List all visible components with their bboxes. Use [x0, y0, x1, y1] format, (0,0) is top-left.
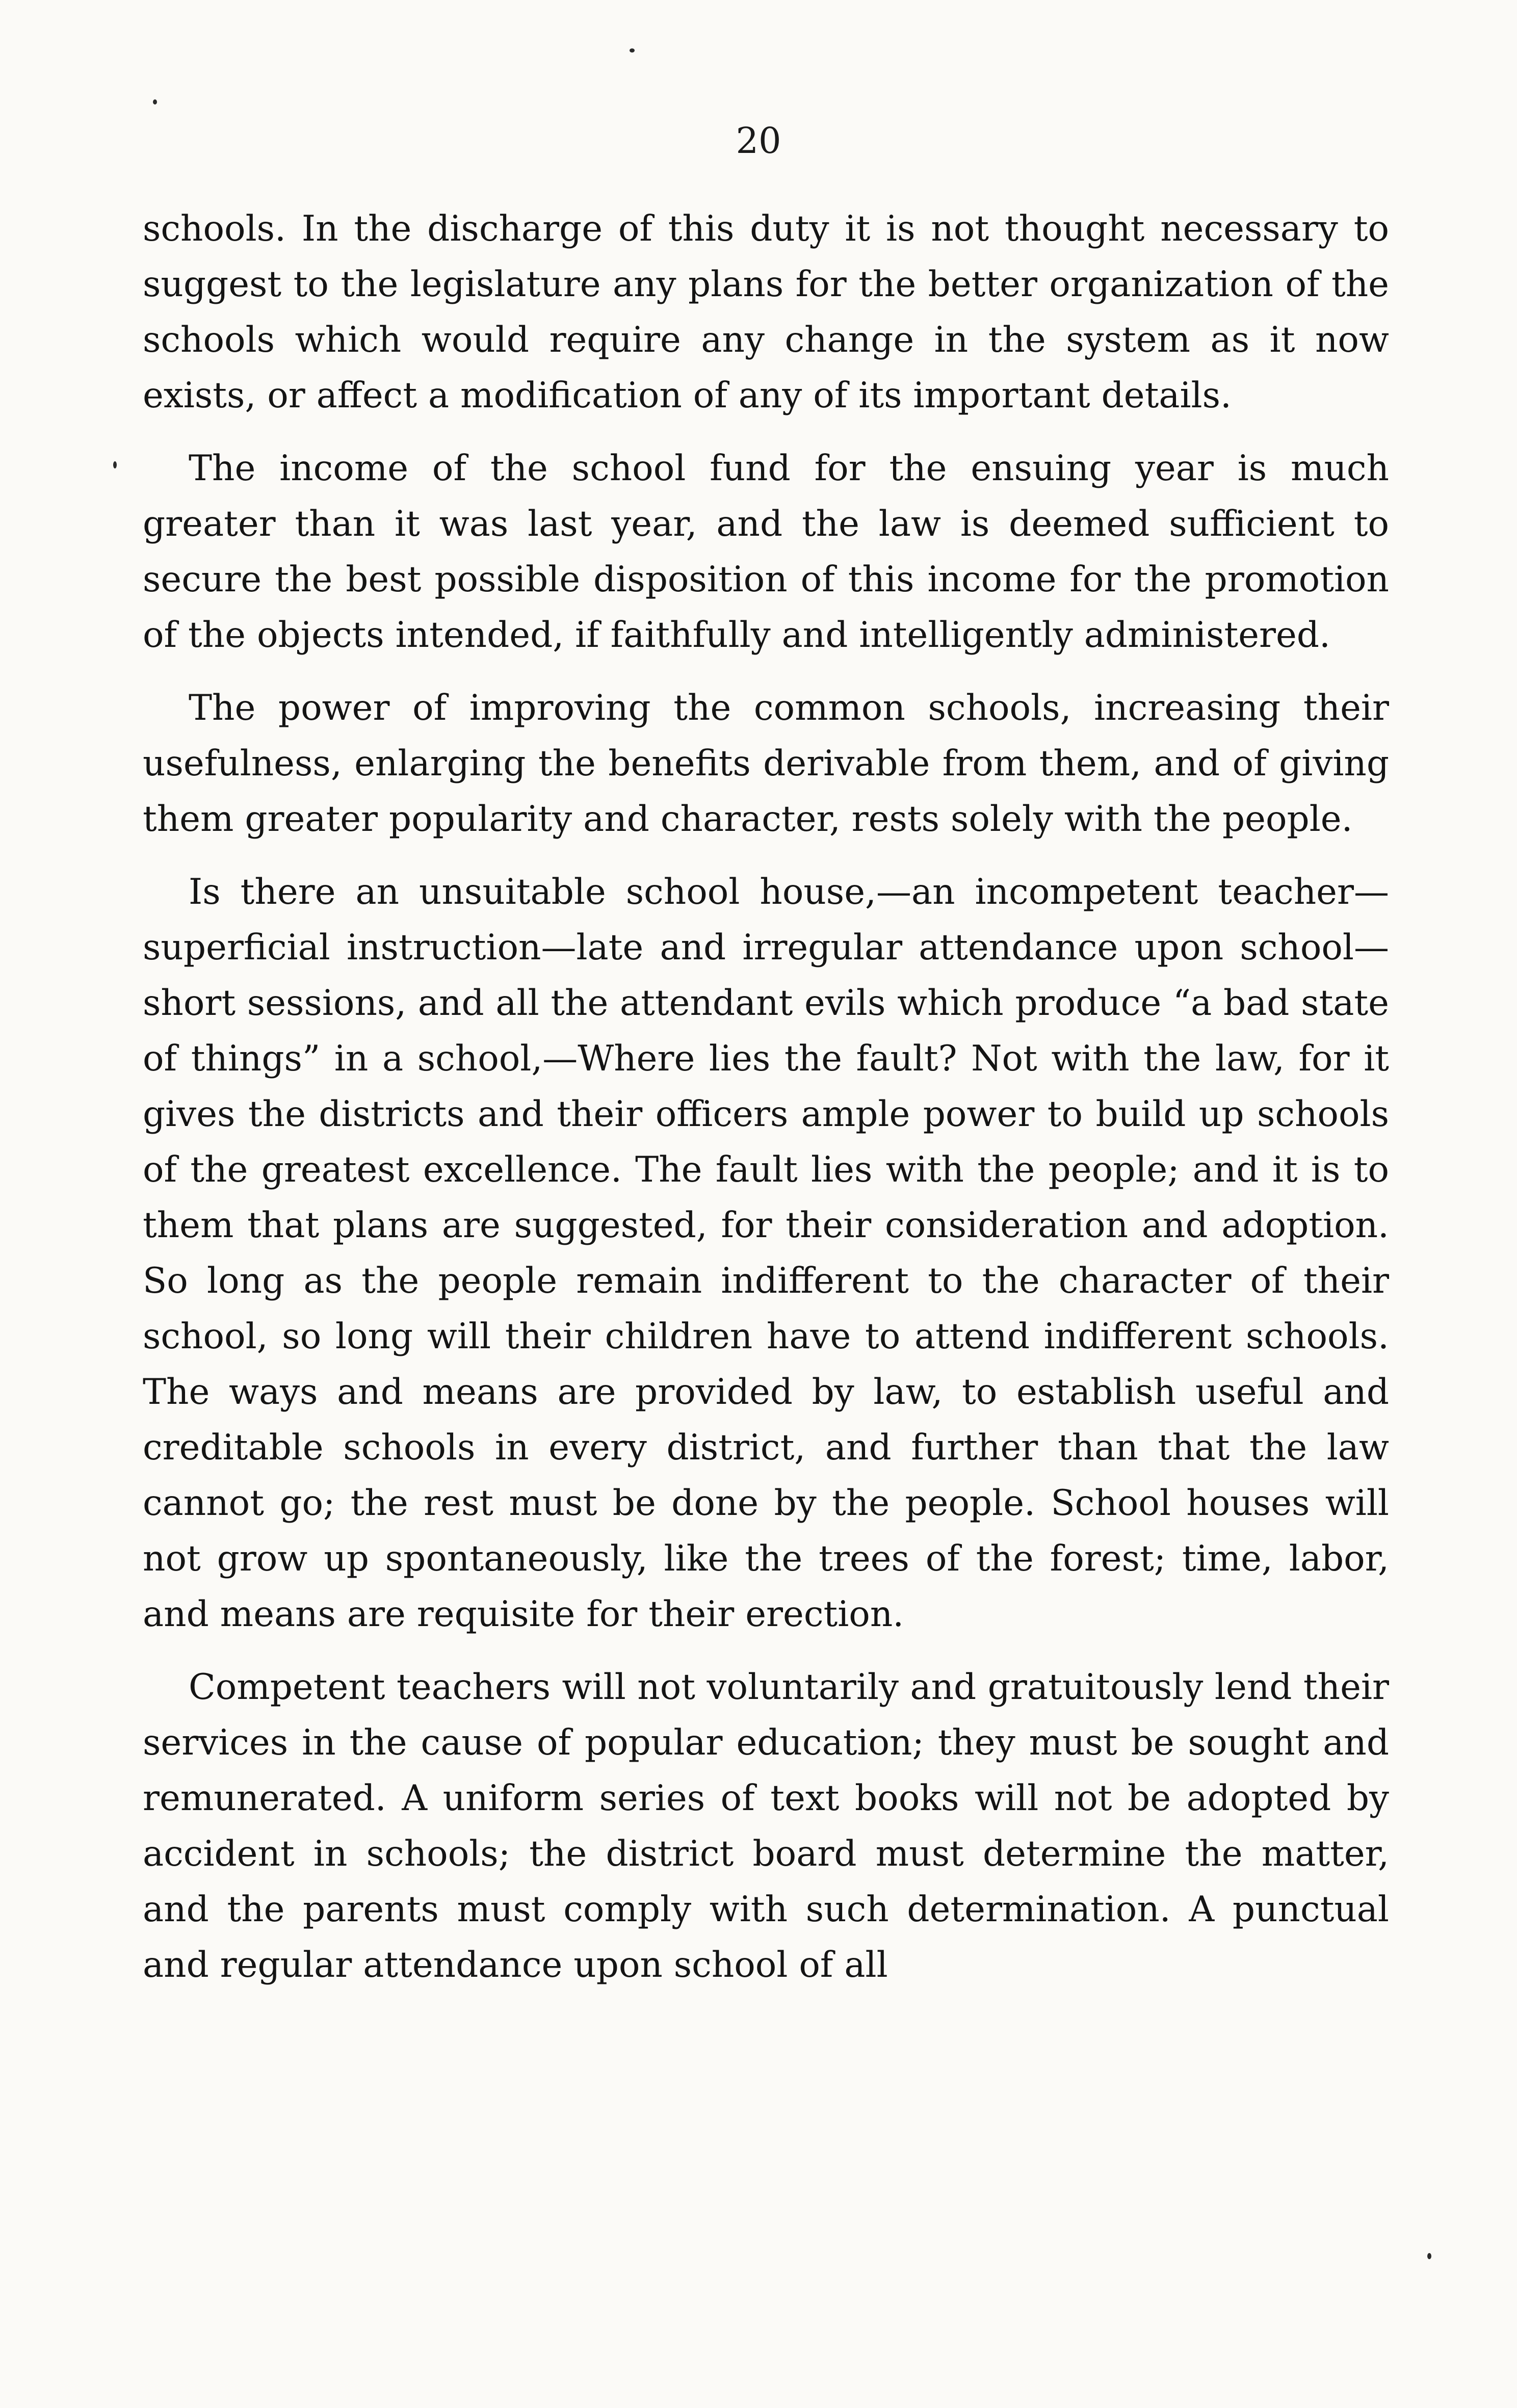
paragraph-4: Is there an unsuitable school house,—an incompetent teacher—superficial instruction—late and irregular attendance upon school—short sessions, and all the attendant evils which produce “a bad state of things” in a school,—Where lies the fault? Not with the law, for it gives the districts and their officers ample power to build up schools of the greatest excellence. The fault lies with the people; and it is to them that plans are suggested, for their consideration and adoption. So long as the people remain indifferent to the character of their school, so long will their children have to attend indifferent schools. The ways and means are provided by law, to establish useful and creditable schools in every district, and further than that the law cannot go; the rest must be done by the people. School houses will not grow up spontaneously, like the trees of the forest; time, labor, and means are requisite for their erection. — [143, 872, 1389, 1635]
print-speck — [113, 461, 117, 468]
print-speck — [153, 99, 157, 104]
body-text — [143, 201, 1389, 2010]
paragraph-3: The power of improving the common schools, increasing their usefulness, enlarging the benefits derivable from them, and of giving them greater popularity and character, rests solely with the people. — [143, 688, 1389, 840]
paragraph-5: Competent teachers will not voluntarily and gratuitously lend their services in the cause of popular education; they must be sought and remunerated. A uniform series of text books will not be adopted by accident in schools; the district board must determine the matter, and the parents must comply with such determination. A punctual and regular attendance upon school of all — [143, 1667, 1389, 1985]
print-speck — [630, 48, 635, 53]
paragraph-1: schools. In the discharge of this duty it is not thought necessary to suggest to the legislature any plans for the better organization of the schools which would require any change in the system as it now exists, or affect a modification of any of its important details. — [143, 208, 1389, 416]
print-speck — [1427, 2253, 1431, 2259]
paragraph-2: The income of the school fund for the ensuing year is much greater than it was last year, and the law is deemed sufficient to secure the best possible disposition of this income for the promotion of the objects intended, if faithfully and intelligently administered. — [143, 448, 1389, 656]
page-number: 20 — [736, 120, 781, 162]
